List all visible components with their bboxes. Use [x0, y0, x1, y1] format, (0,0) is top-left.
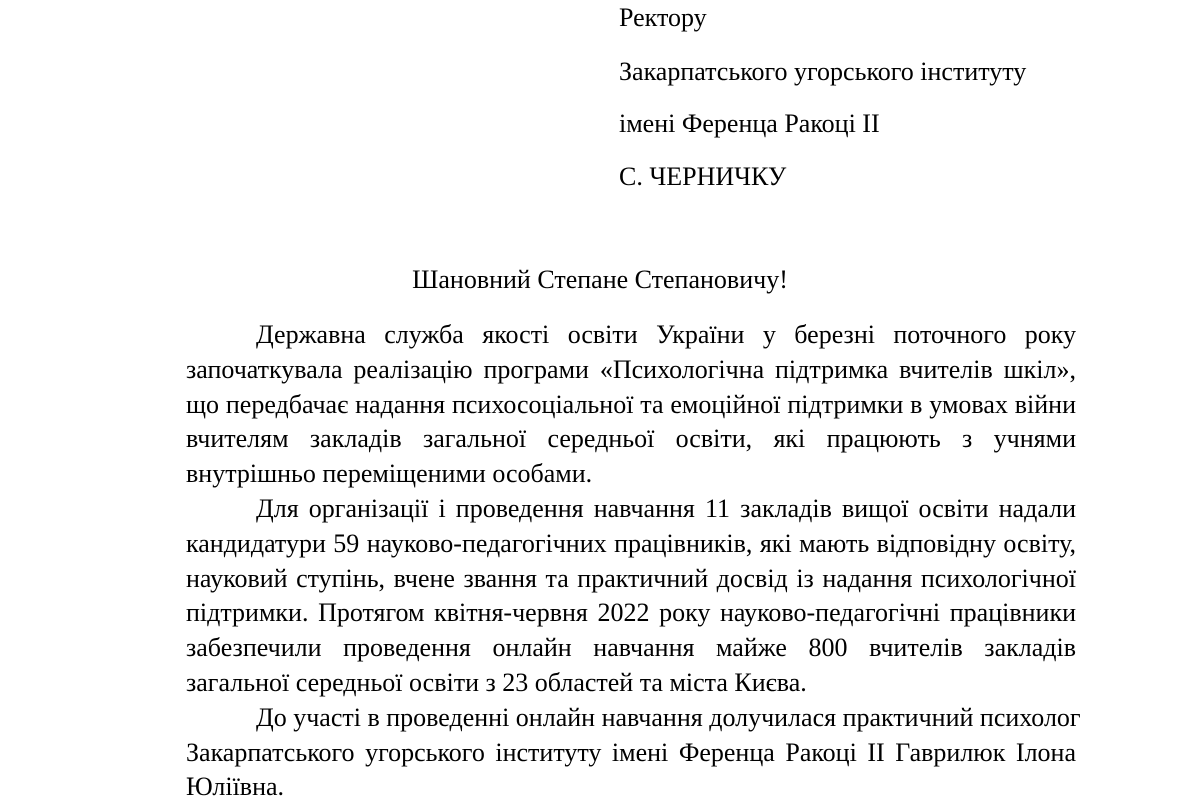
paragraph-line: що передбачає надання психосоціальної та емоційної підтримки в умовах війни	[186, 389, 1076, 419]
paragraph-line: Закарпатського угорського інституту імені Ференца Ракоці ІІ Гаврилюк Ілона	[186, 737, 1076, 767]
paragraph-1	[186, 318, 1076, 492]
addressee-institution-name: імені Ференца Ракоці ІІ	[619, 109, 880, 138]
paragraph-line: Для організації і проведення навчання 11 закладів вищої освіти надали	[256, 493, 1076, 523]
addressee-recipient-name: С. ЧЕРНИЧКУ	[619, 162, 787, 191]
paragraph-line: внутрішньо переміщеними особами.	[186, 459, 593, 489]
paragraph-line: Юліївна.	[186, 772, 285, 800]
paragraph-3	[186, 701, 1081, 800]
paragraph-line: Державна служба якості освіти України у березні поточного року	[256, 320, 1076, 349]
paragraph-line: забезпечили проведення онлайн навчання майже 800 вчителів закладів	[186, 633, 1076, 663]
paragraph-line: науковий ступінь, вчене звання та практичний досвід із надання психологічної	[186, 563, 1076, 593]
addressee-title: Ректору	[619, 3, 707, 32]
paragraph-2	[186, 492, 1076, 701]
paragraph-line: кандидатури 59 науково-педагогічних працівників, які мають відповідну освіту,	[186, 528, 1076, 558]
paragraph-line: загальної середньої освіти з 23 областей та міста Києва.	[186, 667, 807, 697]
addressee-institution: Закарпатського угорського інституту	[619, 57, 1027, 86]
greeting: Шановний Степане Степановичу!	[412, 265, 788, 294]
paragraph-line: До участі в проведенні онлайн навчання долучилася практичний психолог	[256, 702, 1081, 732]
paragraph-line: підтримки. Протягом квітня-червня 2022 року науково-педагогічні працівники	[186, 598, 1076, 628]
letter-body	[186, 318, 1081, 800]
paragraph-line: вчителям закладів загальної середньої освіти, які працюють з учнями	[186, 424, 1076, 454]
paragraph-line: започаткувала реалізацію програми «Психологічна підтримка вчителів шкіл»,	[186, 354, 1076, 384]
